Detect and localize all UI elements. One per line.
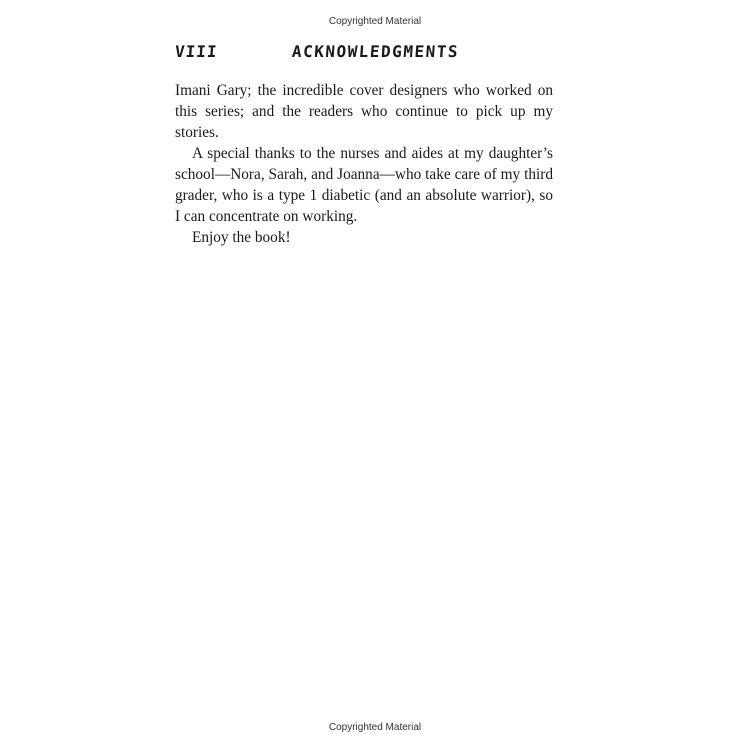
copyright-watermark-top: Copyrighted Material <box>328 16 422 27</box>
paragraph-continuation: Imani Gary; the incredible cover designers who worked on this series; and the readers who continue to pick up my stories. <box>175 82 553 141</box>
body-text <box>175 80 553 248</box>
page-number: VIII <box>174 42 219 61</box>
paragraph-closing: Enjoy the book! <box>192 229 291 246</box>
chapter-title: ACKNOWLEDGMENTS <box>291 42 460 61</box>
paragraph-special-thanks: A special thanks to the nurses and aides at my daughter’s school—Nora, Sarah, and Joanna—who take care of my third grader, who is a type 1 diabetic (and an absolute warrior), so I can concentrate on working. <box>175 145 553 225</box>
copyright-watermark-bottom: Copyrighted Material <box>328 722 422 733</box>
running-head <box>175 42 555 64</box>
